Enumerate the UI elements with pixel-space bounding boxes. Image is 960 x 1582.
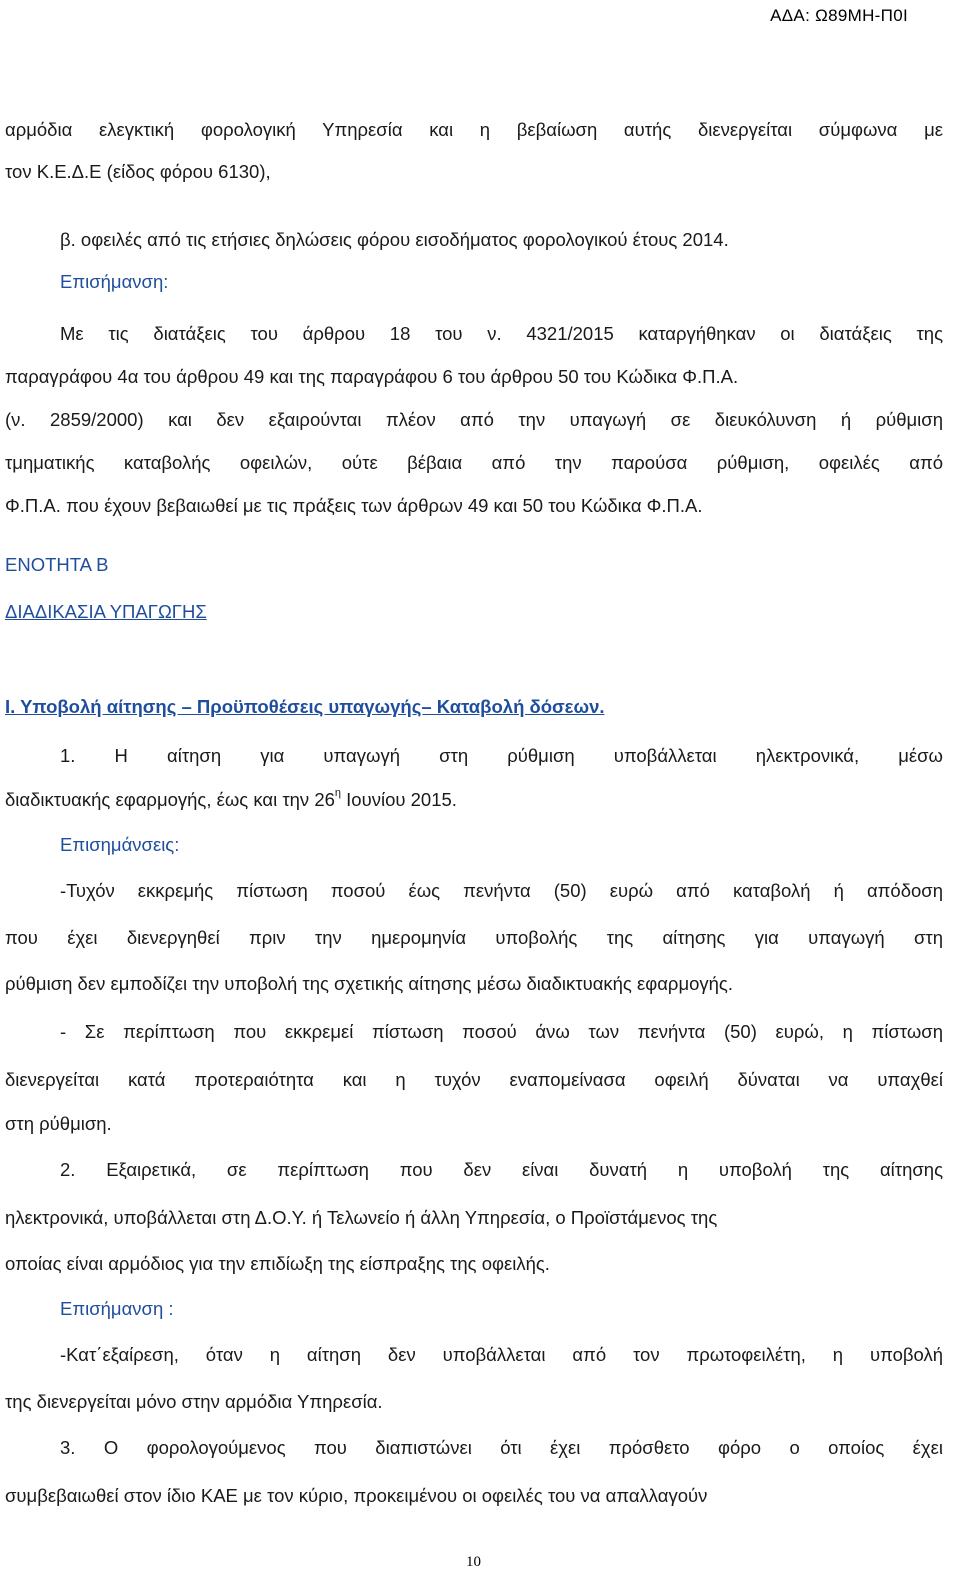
paragraph-line: -Κατ΄εξαίρεση, όταν η αίτηση δεν υποβάλλεται από τον πρωτοφειλέτη, η υποβολή bbox=[60, 1344, 943, 1365]
page-number: 10 bbox=[466, 1554, 481, 1570]
note-heading: Επισήμανση: bbox=[60, 271, 169, 292]
paragraph-line: (ν. 2859/2000) και δεν εξαιρούνται πλέον από την υπαγωγή σε διευκόλυνση ή ρύθμιση bbox=[5, 409, 943, 430]
paragraph-line: συμβεβαιωθεί στον ίδιο ΚΑΕ με τον κύριο, προκειμένου οι οφειλές του να απαλλαγούν bbox=[5, 1485, 708, 1506]
note-heading: Επισήμανση : bbox=[60, 1298, 174, 1319]
paragraph-line: 2. Εξαιρετικά, σε περίπτωση που δεν είναι δυνατή η υποβολή της αίτησης bbox=[60, 1159, 943, 1180]
paragraph-line: στη ρύθμιση. bbox=[5, 1113, 112, 1134]
paragraph-line: τμηματικής καταβολής οφειλών, ούτε βέβαια από την παρούσα ρύθμιση, οφειλές από bbox=[5, 452, 943, 473]
section-heading: ΕΝΟΤΗΤΑ Β bbox=[5, 554, 109, 575]
paragraph-line: 3. Ο φορολογούμενος που διαπιστώνει ότι έχει πρόσθετο φόρο ο οποίος έχει bbox=[60, 1437, 943, 1458]
paragraph-line: διενεργείται κατά προτεραιότητα και η τυχόν εναπομείνασα οφειλή δύναται να υπαχθεί bbox=[5, 1069, 943, 1090]
paragraph-line: -Τυχόν εκκρεμής πίστωση ποσού έως πενήντα (50) ευρώ από καταβολή ή απόδοση bbox=[60, 880, 943, 901]
paragraph-line: τον Κ.Ε.Δ.Ε (είδος φόρου 6130), bbox=[5, 161, 271, 182]
paragraph-line: αρμόδια ελεγκτική φορολογική Υπηρεσία και η βεβαίωση αυτής διενεργείται σύμφωνα με bbox=[5, 119, 943, 140]
superscript: η bbox=[334, 786, 342, 799]
paragraph-line: παραγράφου 4α του άρθρου 49 και της παραγράφου 6 του άρθρου 50 του Κώδικα Φ.Π.Α. bbox=[5, 366, 739, 387]
text-run: Ιουνίου 2015. bbox=[341, 789, 457, 810]
paragraph-line: Φ.Π.Α. που έχουν βεβαιωθεί με τις πράξεις των άρθρων 49 και 50 του Κώδικα Φ.Π.Α. bbox=[5, 495, 703, 516]
paragraph-line: οποίας είναι αρμόδιος για την επιδίωξη της είσπραξης της οφειλής. bbox=[5, 1253, 550, 1274]
subsection-heading: Ι. Υποβολή αίτησης – Προϋποθέσεις υπαγωγής– Καταβολή δόσεων. bbox=[5, 696, 605, 717]
paragraph-line: ρύθμιση δεν εμποδίζει την υποβολή της σχετικής αίτησης μέσω διαδικτυακής εφαρμογής. bbox=[5, 973, 733, 994]
notes-heading: Επισημάνσεις: bbox=[60, 834, 180, 855]
paragraph-line: - Σε περίπτωση που εκκρεμεί πίστωση ποσού άνω των πενήντα (50) ευρώ, η πίστωση bbox=[60, 1021, 943, 1042]
paragraph-line: της διενεργείται μόνο στην αρμόδια Υπηρεσία. bbox=[5, 1391, 383, 1412]
ada-code: ΑΔΑ: Ω89ΜΗ-Π0Ι bbox=[770, 6, 908, 25]
paragraph-line: Με τις διατάξεις του άρθρου 18 του ν. 4321/2015 καταργήθηκαν οι διατάξεις της bbox=[60, 323, 943, 344]
paragraph-line: που έχει διενεργηθεί πριν την ημερομηνία υποβολής της αίτησης για υπαγωγή στη bbox=[5, 927, 943, 948]
text-run: διαδικτυακής εφαρμογής, έως και την 26 bbox=[5, 789, 335, 810]
procedure-title: ΔΙΑΔΙΚΑΣΙΑ ΥΠΑΓΩΓΗΣ bbox=[5, 601, 207, 622]
paragraph-line: β. οφειλές από τις ετήσιες δηλώσεις φόρου εισοδήματος φορολογικού έτους 2014. bbox=[60, 229, 729, 250]
paragraph-line: 1. Η αίτηση για υπαγωγή στη ρύθμιση υποβάλλεται ηλεκτρονικά, μέσω bbox=[60, 745, 943, 766]
paragraph-line: ηλεκτρονικά, υποβάλλεται στη Δ.Ο.Υ. ή Τελωνείο ή άλλη Υπηρεσία, ο Προϊστάμενος της bbox=[5, 1207, 718, 1228]
paragraph-line bbox=[5, 788, 457, 812]
